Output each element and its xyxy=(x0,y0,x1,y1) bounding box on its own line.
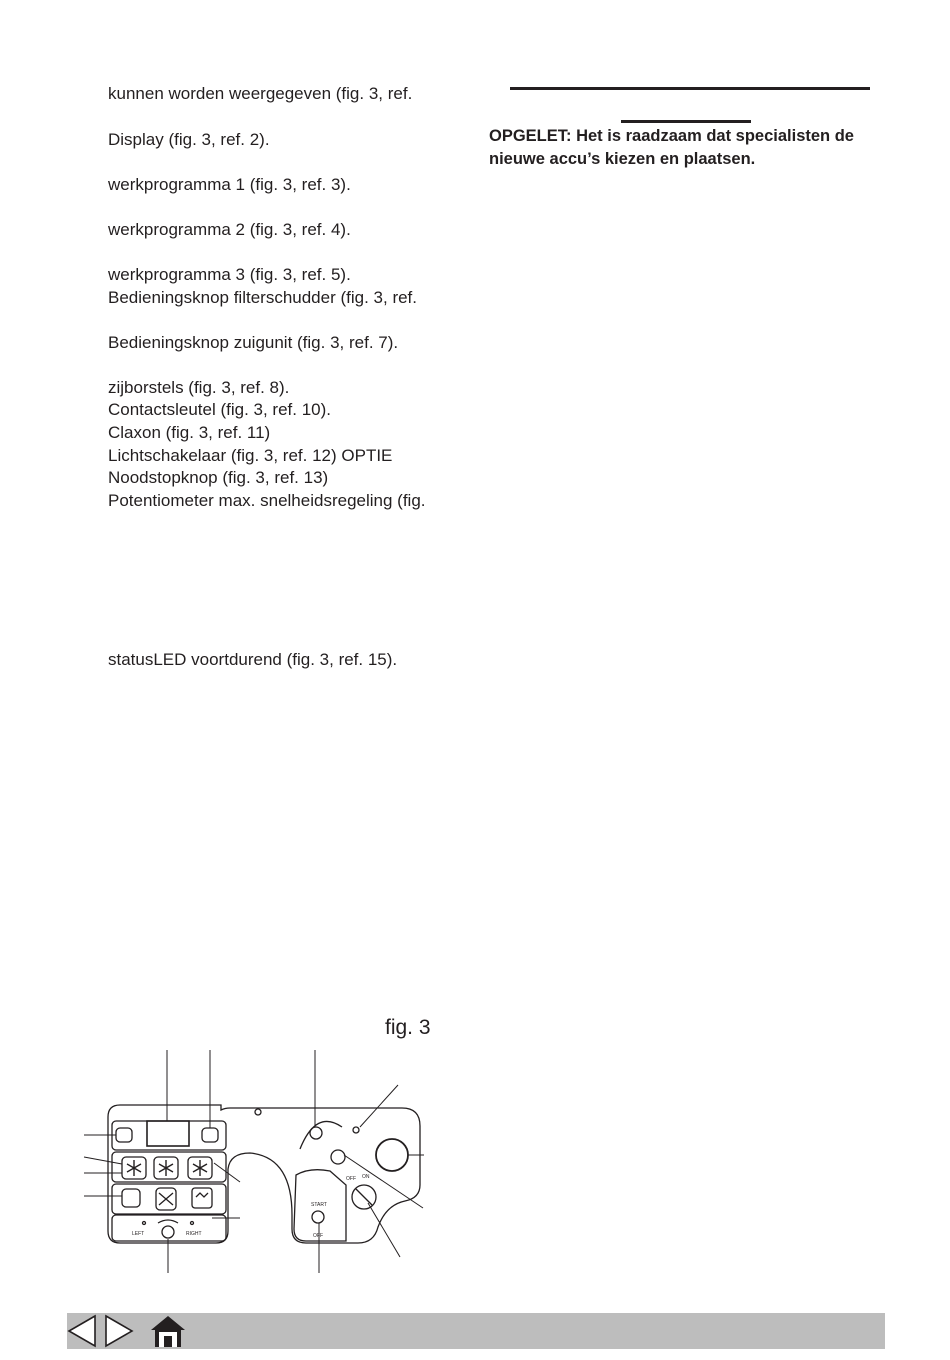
text-line: Claxon (fig. 3, ref. 11) xyxy=(108,423,271,442)
text-line: werkprogramma 1 (fig. 3, ref. 3). xyxy=(108,175,351,194)
text-line: Display (fig. 3, ref. 2). xyxy=(108,130,270,149)
status-led-icon xyxy=(353,1127,359,1133)
figure-caption: fig. 3 xyxy=(385,1016,431,1039)
row-frame xyxy=(112,1215,226,1241)
speed-knob-icon xyxy=(162,1226,174,1238)
side-brush-button xyxy=(192,1188,212,1208)
settings-button-icon xyxy=(202,1128,218,1142)
home-icon[interactable] xyxy=(148,1313,188,1349)
text-line: kunnen worden weergegeven (fig. 3, ref. xyxy=(108,84,413,103)
left-label: LEFT xyxy=(132,1231,145,1237)
footer-nav-bar xyxy=(67,1313,885,1349)
text-line: Bedieningsknop filterschudder (fig. 3, ref. xyxy=(108,288,418,307)
ignition-start-icon xyxy=(312,1211,324,1223)
display-icon xyxy=(147,1121,189,1146)
emergency-stop-icon xyxy=(376,1139,408,1171)
text-line: werkprogramma 2 (fig. 3, ref. 4). xyxy=(108,220,351,239)
text-line: Potentiometer max. snelheidsregeling (fig. xyxy=(108,491,426,510)
arrow-right-icon[interactable] xyxy=(102,1313,134,1349)
text-line: zijborstels (fig. 3, ref. 8). xyxy=(108,378,290,397)
text-line: Bedieningsknop zuigunit (fig. 3, ref. 7). xyxy=(108,333,399,352)
off-label: OFF xyxy=(313,1233,323,1239)
text-line: Noodstopknop (fig. 3, ref. 13) xyxy=(108,468,329,487)
light-switch-icon xyxy=(331,1150,345,1164)
text-line: Contactsleutel (fig. 3, ref. 10). xyxy=(108,400,331,419)
control-panel-figure xyxy=(80,1045,430,1275)
heading-underline xyxy=(621,120,751,123)
key-on-label: ON xyxy=(362,1174,370,1180)
section-rule xyxy=(510,87,870,90)
warning-text: OPGELET: Het is raadzaam dat specialisten de nieuwe accu’s kiezen en plaatsen. xyxy=(489,127,854,168)
indicator-led-icon xyxy=(255,1109,261,1115)
filter-shaker-button xyxy=(122,1189,140,1207)
text-line: statusLED voortdurend (fig. 3, ref. 15). xyxy=(108,650,398,669)
start-label: START xyxy=(311,1202,327,1208)
text-line: Lichtschakelaar (fig. 3, ref. 12) OPTIE xyxy=(108,446,393,465)
right-label: RIGHT xyxy=(186,1231,202,1237)
horn-button-icon xyxy=(116,1128,132,1142)
arrow-left-icon[interactable] xyxy=(67,1313,99,1349)
text-line: werkprogramma 3 (fig. 3, ref. 5). xyxy=(108,265,351,284)
key-off-label: OFF xyxy=(346,1176,356,1182)
